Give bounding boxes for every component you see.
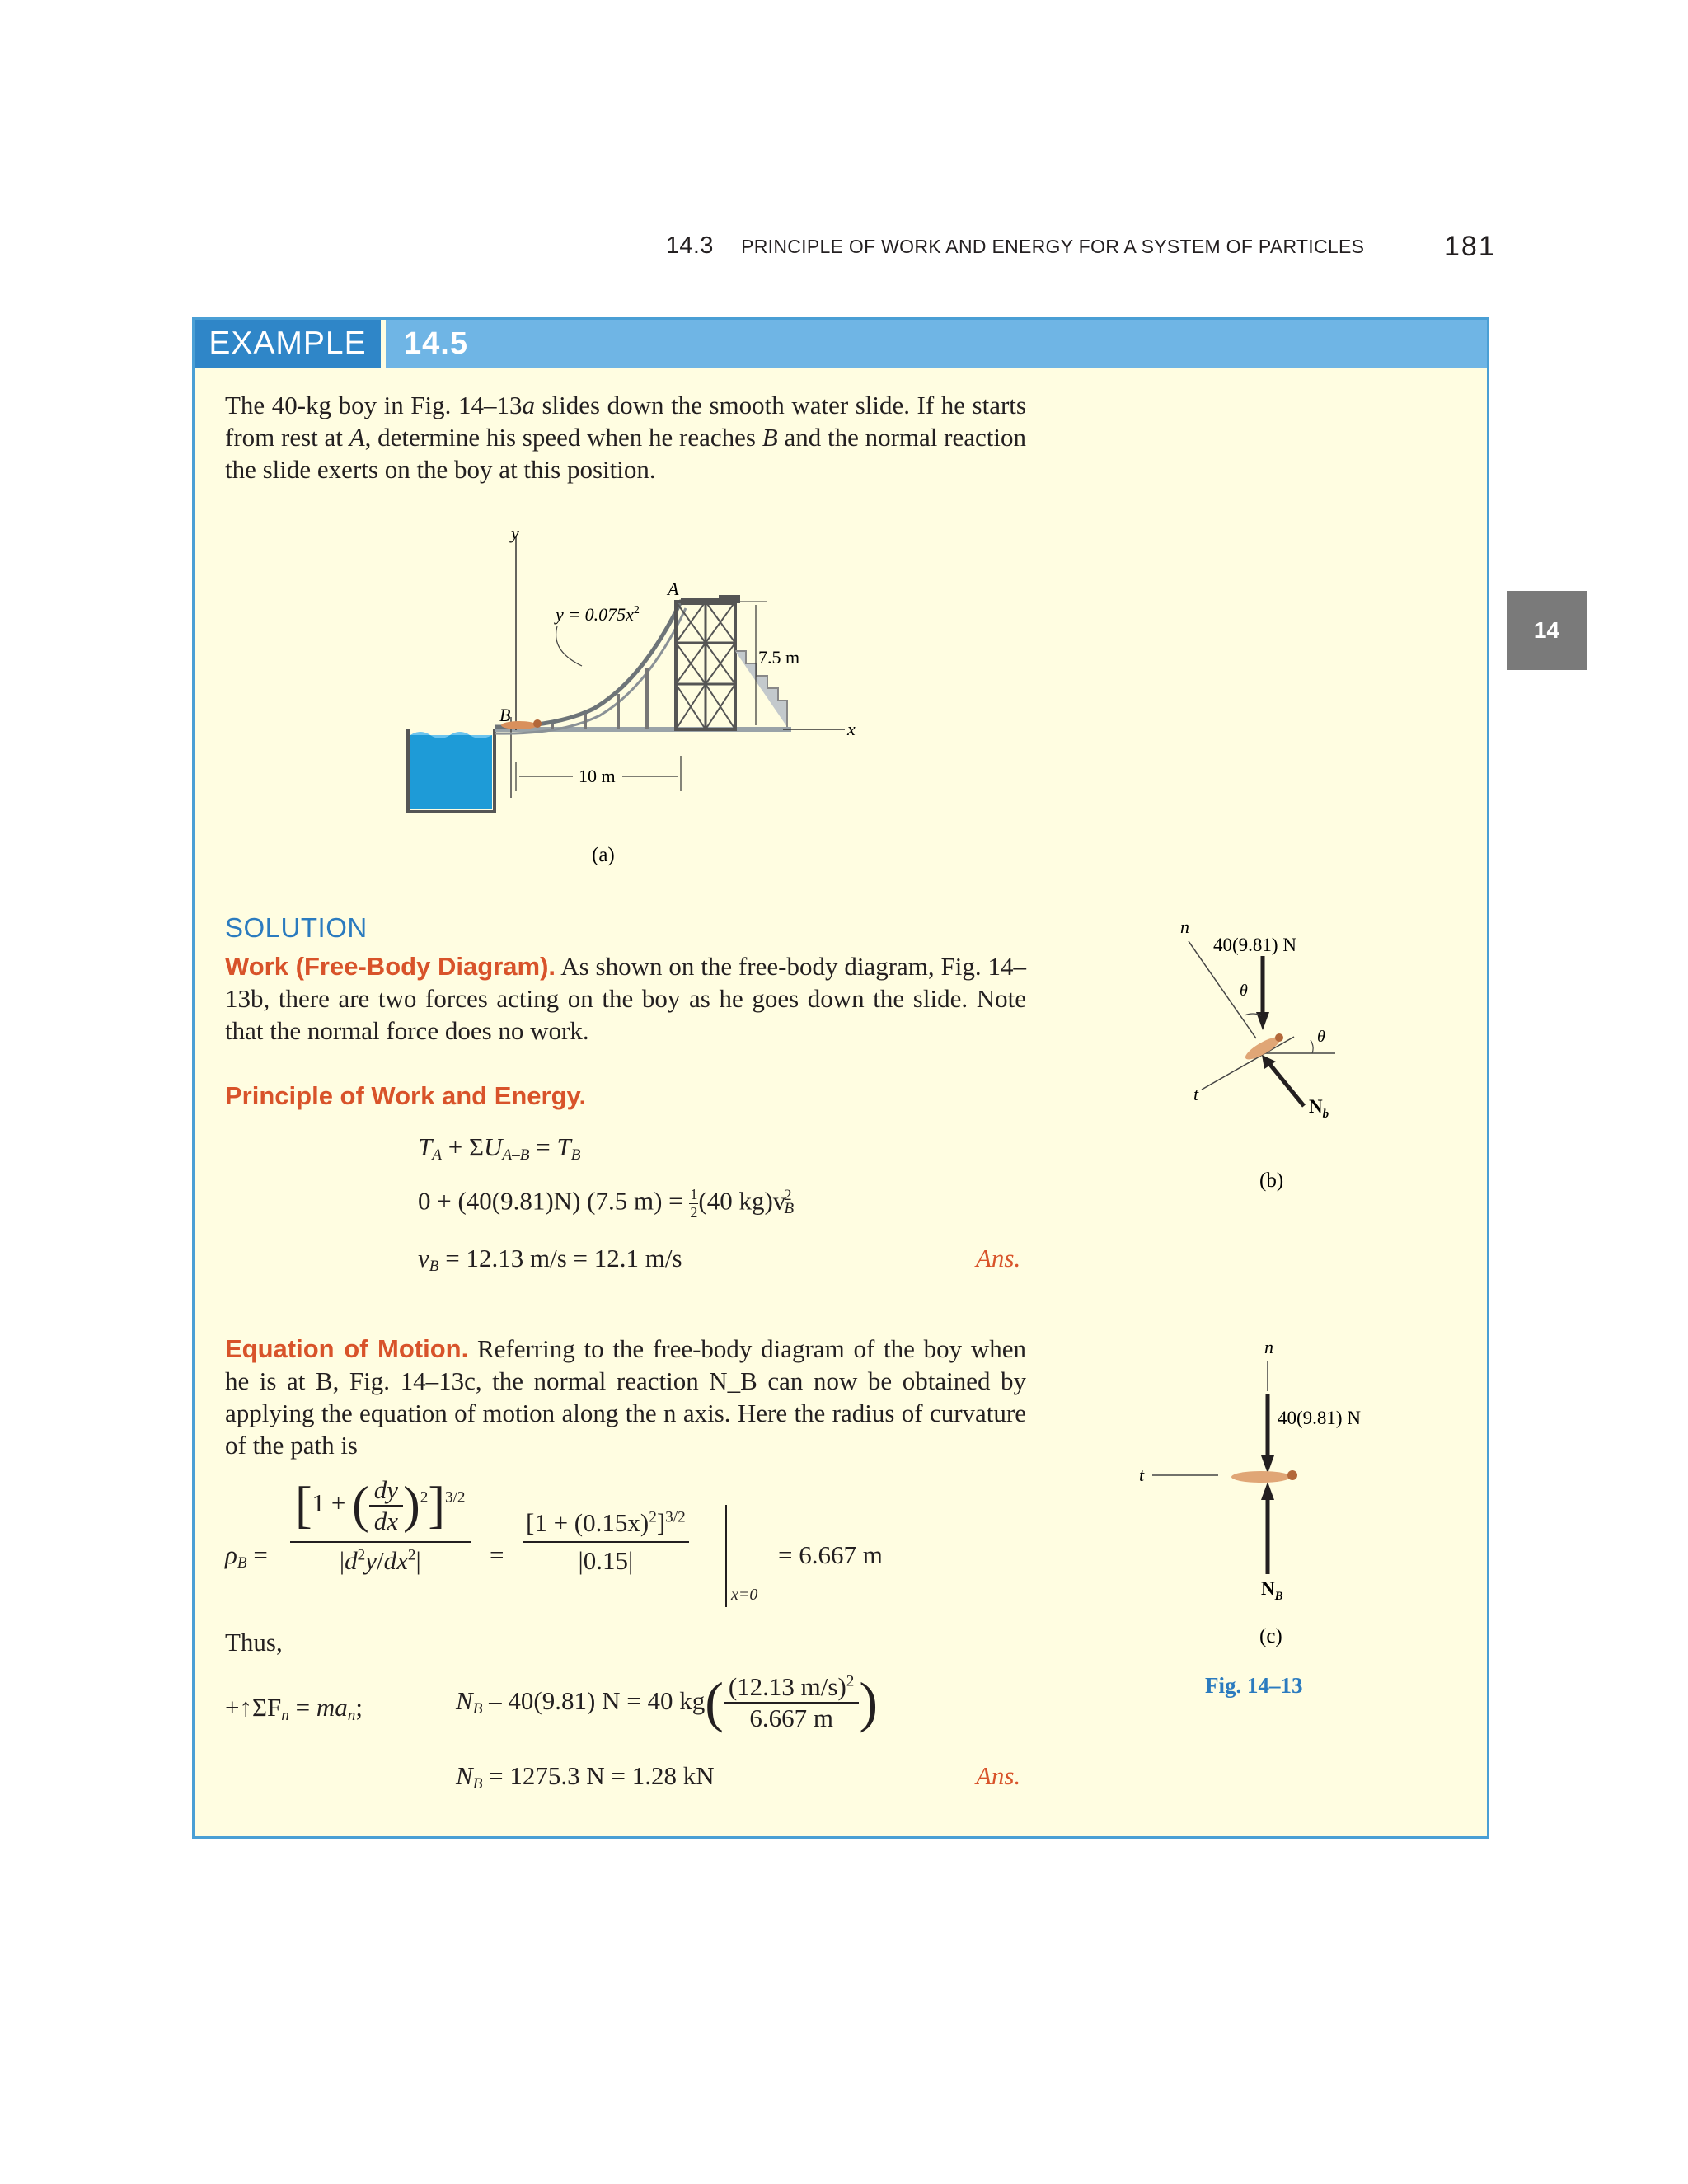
fbd-c-normal: $N_B$ <box>1261 1578 1283 1603</box>
figure-label: Fig. 14–13 <box>1205 1673 1303 1698</box>
equation-1: $T_A + \Sigma U_{A-B} = T_B$ <box>418 1132 581 1164</box>
solution-heading: SOLUTION <box>225 912 368 943</box>
thus-text: Thus, <box>225 1628 283 1657</box>
answer-2: Ans. <box>976 1761 1021 1790</box>
rho-fraction-2: $[1 + (0.15x)^2]^{3/2}$ |0.15| <box>523 1508 689 1576</box>
equation-3: $v_B = 12.13$ m/s = 12.1 m/s <box>418 1244 682 1275</box>
figure-a-caption: (a) <box>592 844 615 866</box>
equation-5: $N_B - 40(9.81) N = 40$ kg( $\frac{(12.13 m/s)^2}{6.667 m}$ ) <box>456 1671 879 1733</box>
point-A-label: A <box>668 579 679 599</box>
eom-heading: Equation of Motion. <box>225 1334 469 1363</box>
chapter-tab: 14 <box>1507 591 1587 670</box>
example-number: 14.5 <box>404 326 468 361</box>
curve-equation: $y = 0.075x^2$ <box>556 604 640 625</box>
running-head <box>666 232 1364 260</box>
example-label: EXAMPLE <box>195 320 381 368</box>
fbd-b-theta-1: θ <box>1240 982 1248 1000</box>
equation-6: $N_B = 1275.3$ N = 1.28 kN <box>456 1761 715 1793</box>
figure-b-free-body <box>1170 915 1368 1195</box>
figure-a-water-slide <box>396 519 890 882</box>
x-axis-label: x <box>847 719 856 739</box>
rho-evaluation: x=0 <box>731 1586 758 1604</box>
y-axis-label: y <box>511 523 519 543</box>
figure-c-free-body <box>1129 1335 1426 1657</box>
work-heading: Work (Free-Body Diagram). <box>225 952 556 981</box>
example-header-bar <box>195 320 1487 368</box>
fbd-c-t-label: t <box>1139 1465 1145 1485</box>
fbd-c-n-label: n <box>1264 1337 1273 1357</box>
fbd-b-weight: 40(9.81) N <box>1213 935 1296 955</box>
fbd-b-t-label: t <box>1193 1084 1199 1104</box>
section-number: 14.3 <box>666 232 714 259</box>
fbd-b-n-label: n <box>1180 916 1189 937</box>
work-paragraph: Work (Free-Body Diagram). As shown on the free-body diagram, Fig. 14–13b, there are two forces acting on the boy as he goes down the slide. Note that the normal force does no work. <box>225 952 1026 1045</box>
pwe-heading: Principle of Work and Energy. <box>225 1081 587 1110</box>
width-dimension: 10 m <box>579 766 616 786</box>
problem-statement: The 40-kg boy in Fig. 14–13a slides down the smooth water slide. If he starts from rest at A, determine his speed when he reaches B and the normal reaction the slide exerts on the boy at this position. <box>225 391 1027 484</box>
fbd-b-theta-2: θ <box>1317 1028 1325 1046</box>
rho-fraction-1: [1 + ( $\frac{dy}{dx}$ )$^2$]$^{3/2}$ $|d^2y/dx^2|$ <box>290 1475 471 1576</box>
figure-b-caption: (b) <box>1259 1169 1284 1192</box>
answer-1: Ans. <box>976 1244 1021 1272</box>
equation-2: 0 + (40(9.81)N) (7.5 m) = $\frac{1}{2}$ (40 $kg)v_B^2$ <box>418 1186 795 1221</box>
fbd-c-weight: 40(9.81) N <box>1278 1408 1361 1428</box>
eom-paragraph: Equation of Motion. Referring to the free-body diagram of the boy when he is at B, Fig. 14–13c, the normal reaction N_B can now be obtained by applying the equation of motion along the n axis. Here the radius of curvature of the path is <box>225 1334 1026 1460</box>
height-dimension: 7.5 m <box>758 647 800 668</box>
page-number: 181 <box>1444 231 1496 262</box>
section-title: PRINCIPLE OF WORK AND ENERGY FOR A SYSTEM OF PARTICLES <box>741 236 1365 257</box>
sum-forces: $+↑\Sigma F_n = ma_n$; <box>225 1693 363 1724</box>
rho-symbol: $\rho_B$ = <box>225 1540 268 1572</box>
fbd-b-normal: $N_b$ <box>1309 1096 1329 1121</box>
point-B-label: B <box>499 705 511 725</box>
figure-c-caption: (c) <box>1259 1625 1282 1647</box>
rho-result: = 6.667 m <box>778 1540 883 1569</box>
